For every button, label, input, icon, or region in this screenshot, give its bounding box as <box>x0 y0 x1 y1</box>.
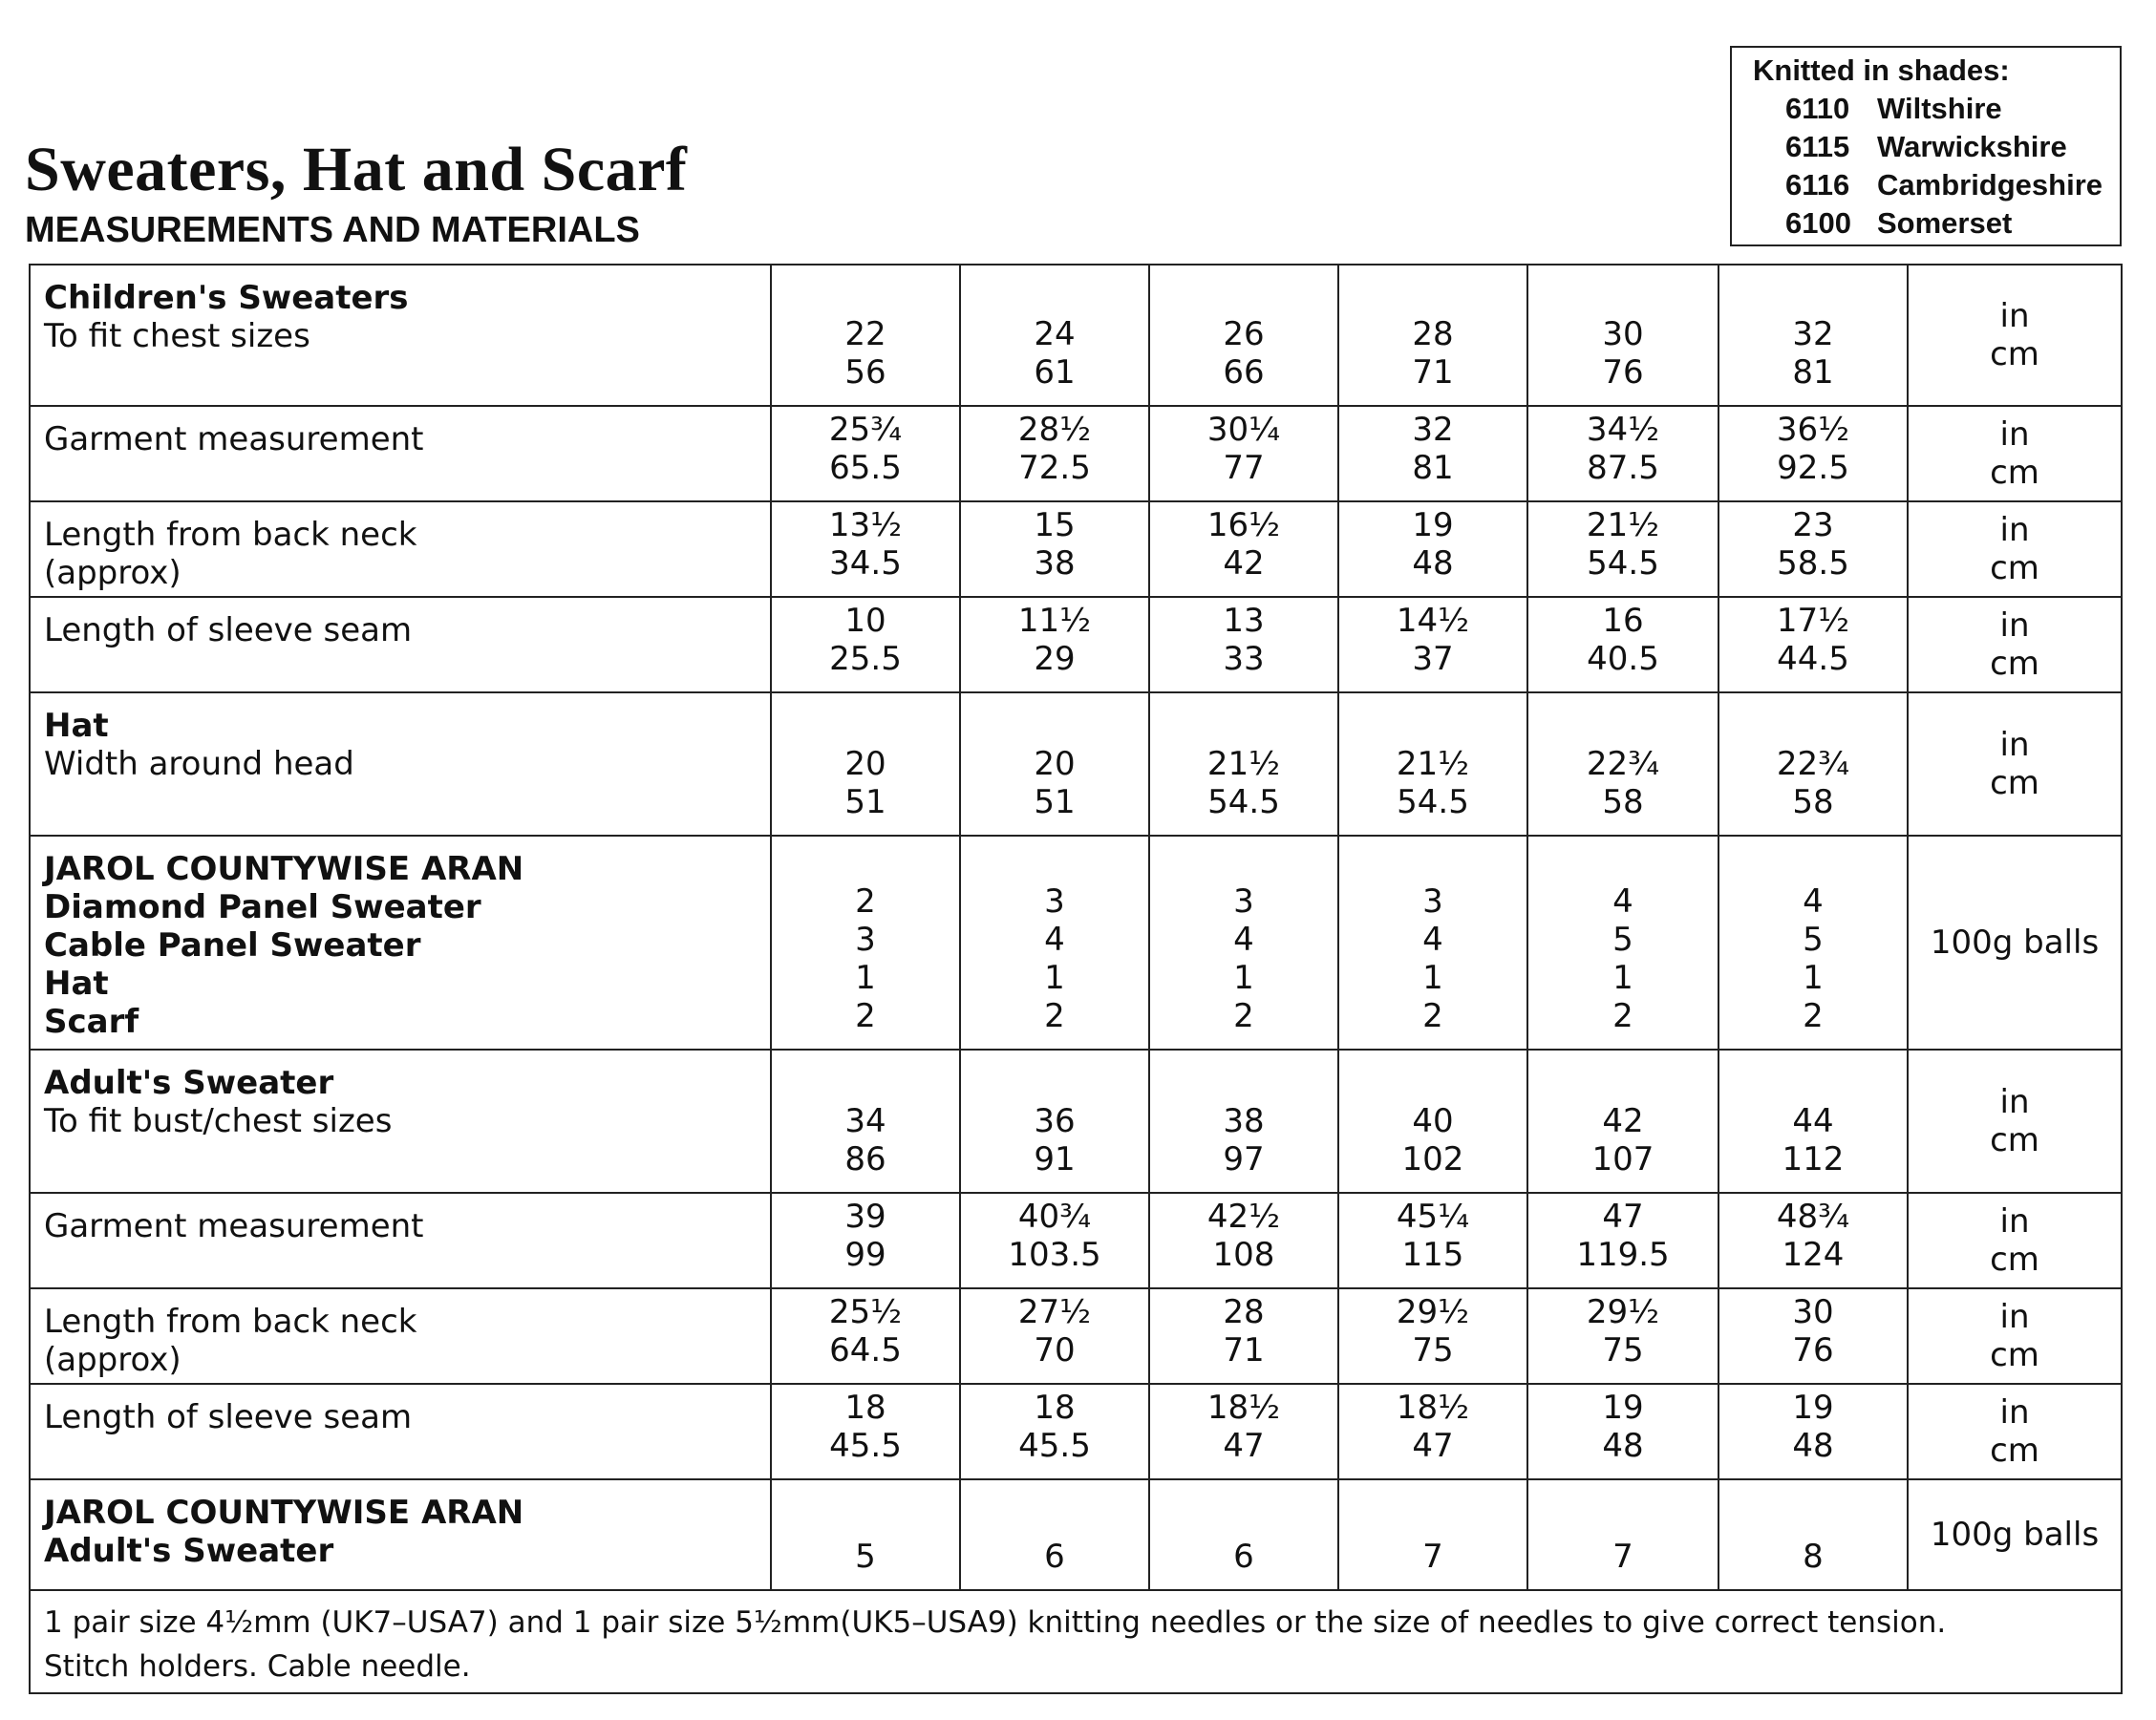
ball-count: 5 <box>1803 921 1824 959</box>
ball-count: 4 <box>1044 921 1065 959</box>
value-cm: 48 <box>1412 544 1454 583</box>
value-cm: 29 <box>1034 640 1076 678</box>
unit-cell <box>1908 1050 2122 1193</box>
row-label: Length from back neck <box>44 1303 417 1341</box>
size-cell <box>1149 265 1338 406</box>
value-cm: 44.5 <box>1777 640 1849 678</box>
table-row-children-chest <box>30 265 2122 406</box>
unit-cm: cm <box>1990 549 2039 587</box>
unit-inches: in <box>1999 726 2030 764</box>
value-inches: 19 <box>1602 1389 1644 1427</box>
value-inches: 10 <box>844 602 886 640</box>
value-cm: 48 <box>1602 1427 1644 1465</box>
unit-cell <box>1908 1193 2122 1288</box>
size-cell <box>771 597 960 692</box>
unit-inches: in <box>1999 415 2030 454</box>
size-cell <box>1718 265 1908 406</box>
size-cell <box>771 692 960 836</box>
size-cell <box>1718 1193 1908 1288</box>
value-inches: 19 <box>1792 1389 1834 1427</box>
value-cm: 42 <box>1223 544 1265 583</box>
ball-count: 4 <box>1803 882 1824 921</box>
size-cell <box>1527 1288 1718 1384</box>
value-inches: 25½ <box>828 1293 903 1331</box>
value-inches: 39 <box>844 1198 886 1236</box>
ball-count: 1 <box>1044 959 1065 997</box>
value-cm: 75 <box>1602 1331 1644 1370</box>
ball-count: 1 <box>1612 959 1633 997</box>
value-inches: 16 <box>1602 602 1644 640</box>
size-cell <box>1149 1193 1338 1288</box>
size-cell <box>771 1193 960 1288</box>
value-inches: 36 <box>1034 1102 1076 1140</box>
size-cell <box>1149 1384 1338 1479</box>
ball-count: 5 <box>1612 921 1633 959</box>
row-label: Length of sleeve seam <box>44 611 413 649</box>
row-label: Garment measurement <box>44 420 424 458</box>
value-inches: 30 <box>1602 315 1644 353</box>
size-cell <box>1338 1288 1527 1384</box>
value-cm: 70 <box>1034 1331 1076 1370</box>
row-heading: JAROL COUNTYWISE ARAN <box>44 850 524 888</box>
value-cm: 86 <box>844 1140 886 1179</box>
table-row-adult-length <box>30 1288 2122 1384</box>
unit-cell <box>1908 597 2122 692</box>
value-inches: 28½ <box>1017 411 1092 449</box>
value-inches: 22 <box>844 315 886 353</box>
unit-cm: cm <box>1990 764 2039 802</box>
size-cell <box>771 406 960 501</box>
unit-cell <box>1908 501 2122 597</box>
value-inches: 48¾ <box>1776 1198 1850 1236</box>
value-cm: 64.5 <box>829 1331 902 1370</box>
size-cell <box>1527 1193 1718 1288</box>
value-inches: 21½ <box>1206 745 1281 783</box>
row-label: To fit chest sizes <box>44 317 310 355</box>
value-cm: 77 <box>1223 449 1265 487</box>
table-row-children-sleeve <box>30 597 2122 692</box>
ball-count: 2 <box>1803 997 1824 1035</box>
value-cm: 76 <box>1792 1331 1834 1370</box>
table-row-yarn-adult <box>30 1479 2122 1590</box>
size-cell <box>1527 597 1718 692</box>
value-inches: 19 <box>1412 506 1454 544</box>
size-cell <box>1527 1479 1718 1590</box>
size-cell <box>1527 1050 1718 1193</box>
size-cell <box>1149 501 1338 597</box>
size-cell <box>1338 406 1527 501</box>
value-inches: 45¼ <box>1396 1198 1470 1236</box>
size-cell <box>1718 1288 1908 1384</box>
value-cm: 45.5 <box>829 1427 902 1465</box>
value-cm: 47 <box>1412 1427 1454 1465</box>
row-label: Width around head <box>44 745 354 783</box>
ball-count: 2 <box>855 997 876 1035</box>
ball-count: 2 <box>1612 997 1633 1035</box>
ball-count: 2 <box>1422 997 1443 1035</box>
size-cell <box>1527 1384 1718 1479</box>
unit-cm: cm <box>1990 1336 2039 1374</box>
value-cm: 124 <box>1782 1236 1845 1274</box>
unit-cm: cm <box>1990 1432 2039 1470</box>
value-inches: 17½ <box>1776 602 1850 640</box>
value-cm: 54.5 <box>1397 783 1469 821</box>
value-inches: 20 <box>844 745 886 783</box>
unit-inches: in <box>1999 606 2030 645</box>
value-cm: 38 <box>1034 544 1076 583</box>
unit-cell <box>1908 836 2122 1050</box>
size-cell <box>1338 1479 1527 1590</box>
yarn-item-label: Cable Panel Sweater <box>44 926 421 965</box>
ball-count: 8 <box>1803 1538 1824 1576</box>
value-inches: 42 <box>1602 1102 1644 1140</box>
ball-count: 2 <box>1044 997 1065 1035</box>
unit-cell <box>1908 1479 2122 1590</box>
row-label: Length of sleeve seam <box>44 1398 413 1436</box>
size-cell <box>1527 265 1718 406</box>
value-cm: 75 <box>1412 1331 1454 1370</box>
size-cell <box>1149 1050 1338 1193</box>
table-row-children-length <box>30 501 2122 597</box>
unit-inches: in <box>1999 297 2030 335</box>
accessories-note: Stitch holders. Cable needle. <box>44 1649 471 1684</box>
row-label-cell <box>30 836 771 1050</box>
size-cell <box>771 1479 960 1590</box>
unit-cm: cm <box>1990 335 2039 373</box>
size-cell <box>1338 1384 1527 1479</box>
value-cm: 81 <box>1792 353 1834 392</box>
value-cm: 92.5 <box>1777 449 1849 487</box>
unit-balls: 100g balls <box>1930 1516 2100 1554</box>
unit-inches: in <box>1999 1083 2030 1121</box>
value-inches: 24 <box>1034 315 1076 353</box>
value-cm: 37 <box>1412 640 1454 678</box>
row-label-note: (approx) <box>44 554 181 592</box>
size-cell <box>1718 692 1908 836</box>
value-inches: 22¾ <box>1776 745 1850 783</box>
size-cell <box>1149 692 1338 836</box>
size-cell <box>1338 1050 1527 1193</box>
value-inches: 47 <box>1602 1198 1644 1236</box>
value-inches: 36½ <box>1776 411 1850 449</box>
value-inches: 32 <box>1412 411 1454 449</box>
size-cell <box>1149 597 1338 692</box>
table-row-footer <box>30 1590 2122 1693</box>
table-row-yarn-children <box>30 836 2122 1050</box>
row-label-cell <box>30 597 771 692</box>
value-inches: 18½ <box>1396 1389 1470 1427</box>
value-cm: 54.5 <box>1207 783 1280 821</box>
value-inches: 18 <box>844 1389 886 1427</box>
value-cm: 99 <box>844 1236 886 1274</box>
ball-count: 3 <box>1233 882 1254 921</box>
value-cm: 103.5 <box>1008 1236 1101 1274</box>
unit-cell <box>1908 265 2122 406</box>
ball-count: 4 <box>1422 921 1443 959</box>
value-inches: 13 <box>1223 602 1265 640</box>
unit-balls: 100g balls <box>1930 924 2100 962</box>
value-cm: 58.5 <box>1777 544 1849 583</box>
size-cell <box>1527 406 1718 501</box>
size-cell <box>1718 597 1908 692</box>
value-cm: 91 <box>1034 1140 1076 1179</box>
value-inches: 28 <box>1412 315 1454 353</box>
value-inches: 21½ <box>1586 506 1660 544</box>
size-cell <box>1718 1050 1908 1193</box>
size-cell <box>960 597 1149 692</box>
value-cm: 119.5 <box>1576 1236 1670 1274</box>
ball-count: 7 <box>1612 1538 1633 1576</box>
ball-count: 6 <box>1044 1538 1065 1576</box>
size-cell <box>1338 692 1527 836</box>
value-inches: 15 <box>1034 506 1076 544</box>
value-cm: 71 <box>1223 1331 1265 1370</box>
value-inches: 29½ <box>1396 1293 1470 1331</box>
value-inches: 30 <box>1792 1293 1834 1331</box>
value-cm: 108 <box>1212 1236 1275 1274</box>
size-cell <box>1527 836 1718 1050</box>
value-inches: 20 <box>1034 745 1076 783</box>
value-cm: 47 <box>1223 1427 1265 1465</box>
unit-inches: in <box>1999 1393 2030 1432</box>
value-cm: 97 <box>1223 1140 1265 1179</box>
value-inches: 16½ <box>1206 506 1281 544</box>
ball-count: 3 <box>1422 882 1443 921</box>
row-label: Length from back neck <box>44 516 417 554</box>
ball-count: 3 <box>1044 882 1065 921</box>
table-row-adult-chest <box>30 1050 2122 1193</box>
row-label-cell <box>30 1288 771 1384</box>
value-inches: 40 <box>1412 1102 1454 1140</box>
table-row-adult-sleeve <box>30 1384 2122 1479</box>
unit-cell <box>1908 1288 2122 1384</box>
value-inches: 22¾ <box>1586 745 1660 783</box>
shade-code: 6116 <box>1785 168 1850 202</box>
ball-count: 1 <box>1803 959 1824 997</box>
value-cm: 25.5 <box>829 640 902 678</box>
row-label-cell <box>30 1193 771 1288</box>
size-cell <box>1338 597 1527 692</box>
value-inches: 23 <box>1792 506 1834 544</box>
size-cell <box>960 836 1149 1050</box>
value-inches: 25¾ <box>828 411 903 449</box>
row-heading: JAROL COUNTYWISE ARAN <box>44 1494 524 1532</box>
unit-cell <box>1908 406 2122 501</box>
ball-count: 6 <box>1233 1538 1254 1576</box>
value-inches: 32 <box>1792 315 1834 353</box>
unit-cell <box>1908 692 2122 836</box>
size-cell <box>960 406 1149 501</box>
size-cell <box>1718 836 1908 1050</box>
row-label-cell <box>30 406 771 501</box>
table-row-hat-width <box>30 692 2122 836</box>
value-cm: 115 <box>1401 1236 1464 1274</box>
value-cm: 48 <box>1792 1427 1834 1465</box>
ball-count: 2 <box>1233 997 1254 1035</box>
yarn-item-label: Diamond Panel Sweater <box>44 888 481 926</box>
size-cell <box>1149 1288 1338 1384</box>
materials-note <box>30 1590 2122 1693</box>
size-cell <box>1338 1193 1527 1288</box>
value-inches: 29½ <box>1586 1293 1660 1331</box>
value-inches: 28 <box>1223 1293 1265 1331</box>
value-cm: 65.5 <box>829 449 902 487</box>
ball-count: 4 <box>1233 921 1254 959</box>
value-inches: 34½ <box>1586 411 1660 449</box>
table-row-adult-garment <box>30 1193 2122 1288</box>
size-cell <box>1149 1479 1338 1590</box>
row-label-cell <box>30 501 771 597</box>
value-inches: 11½ <box>1017 602 1092 640</box>
size-cell <box>960 265 1149 406</box>
size-cell <box>1338 836 1527 1050</box>
row-label: To fit bust/chest sizes <box>44 1102 393 1140</box>
size-cell <box>1338 265 1527 406</box>
row-heading: Adult's Sweater <box>44 1064 334 1102</box>
value-cm: 56 <box>844 353 886 392</box>
size-cell <box>1718 406 1908 501</box>
ball-count: 5 <box>855 1538 876 1576</box>
size-cell <box>1338 501 1527 597</box>
size-cell <box>960 692 1149 836</box>
size-cell <box>771 1288 960 1384</box>
value-cm: 71 <box>1412 353 1454 392</box>
shade-item <box>1753 166 2120 204</box>
unit-inches: in <box>1999 1298 2030 1336</box>
size-cell <box>1527 692 1718 836</box>
yarn-item-label: Hat <box>44 965 109 1003</box>
size-cell <box>960 1384 1149 1479</box>
unit-cm: cm <box>1990 645 2039 683</box>
value-cm: 107 <box>1591 1140 1654 1179</box>
shades-box <box>1730 46 2122 246</box>
value-cm: 87.5 <box>1587 449 1659 487</box>
value-cm: 45.5 <box>1018 1427 1091 1465</box>
value-cm: 72.5 <box>1018 449 1091 487</box>
size-cell <box>1527 501 1718 597</box>
row-label-cell <box>30 692 771 836</box>
value-cm: 54.5 <box>1587 544 1659 583</box>
unit-cm: cm <box>1990 1241 2039 1279</box>
page-title: Sweaters, Hat and Scarf <box>25 135 688 204</box>
shade-name: Wiltshire <box>1877 92 2002 125</box>
row-label-cell <box>30 265 771 406</box>
size-cell <box>1718 501 1908 597</box>
value-cm: 34.5 <box>829 544 902 583</box>
size-cell <box>1149 406 1338 501</box>
size-cell <box>960 501 1149 597</box>
row-label: Garment measurement <box>44 1207 424 1245</box>
shades-heading: Knitted in shades: <box>1753 53 2010 87</box>
shade-item <box>1753 204 2120 243</box>
size-cell <box>771 836 960 1050</box>
value-cm: 76 <box>1602 353 1644 392</box>
shade-name: Warwickshire <box>1877 130 2067 163</box>
unit-inches: in <box>1999 1202 2030 1241</box>
shade-item <box>1753 90 2120 128</box>
value-cm: 58 <box>1792 783 1834 821</box>
value-cm: 51 <box>844 783 886 821</box>
shade-code: 6110 <box>1785 92 1850 125</box>
size-cell <box>960 1288 1149 1384</box>
value-inches: 18 <box>1034 1389 1076 1427</box>
value-inches: 14½ <box>1396 602 1470 640</box>
value-cm: 112 <box>1782 1140 1845 1179</box>
size-cell <box>960 1479 1149 1590</box>
row-heading: Hat <box>44 707 109 745</box>
row-label-note: (approx) <box>44 1341 181 1379</box>
ball-count: 1 <box>1422 959 1443 997</box>
size-cell <box>771 1050 960 1193</box>
row-label-cell <box>30 1050 771 1193</box>
value-inches: 40¾ <box>1017 1198 1092 1236</box>
unit-cell <box>1908 1384 2122 1479</box>
ball-count: 7 <box>1422 1538 1443 1576</box>
value-inches: 42½ <box>1206 1198 1281 1236</box>
value-cm: 66 <box>1223 353 1265 392</box>
shade-item <box>1753 128 2120 166</box>
size-cell <box>1149 836 1338 1050</box>
row-label: Adult's Sweater <box>44 1532 334 1570</box>
ball-count: 4 <box>1612 882 1633 921</box>
size-cell <box>1718 1384 1908 1479</box>
value-cm: 51 <box>1034 783 1076 821</box>
ball-count: 1 <box>1233 959 1254 997</box>
yarn-item-label: Scarf <box>44 1003 139 1041</box>
size-cell <box>960 1193 1149 1288</box>
size-cell <box>1718 1479 1908 1590</box>
row-label-cell <box>30 1384 771 1479</box>
value-inches: 18½ <box>1206 1389 1281 1427</box>
ball-count: 1 <box>855 959 876 997</box>
unit-inches: in <box>1999 511 2030 549</box>
value-cm: 61 <box>1034 353 1076 392</box>
value-cm: 40.5 <box>1587 640 1659 678</box>
value-inches: 44 <box>1792 1102 1834 1140</box>
page-subtitle: MEASUREMENTS AND MATERIALS <box>25 210 640 250</box>
value-inches: 13½ <box>828 506 903 544</box>
shade-name: Somerset <box>1877 206 2013 240</box>
shade-name: Cambridgeshire <box>1877 168 2103 202</box>
value-cm: 58 <box>1602 783 1644 821</box>
size-cell <box>771 1384 960 1479</box>
shade-code: 6115 <box>1785 130 1850 163</box>
value-cm: 102 <box>1401 1140 1464 1179</box>
value-cm: 33 <box>1223 640 1265 678</box>
size-cell <box>771 501 960 597</box>
table-row-children-garment <box>30 406 2122 501</box>
value-inches: 38 <box>1223 1102 1265 1140</box>
value-inches: 26 <box>1223 315 1265 353</box>
value-inches: 34 <box>844 1102 886 1140</box>
unit-cm: cm <box>1990 1121 2039 1159</box>
row-label-cell <box>30 1479 771 1590</box>
value-inches: 30¼ <box>1206 411 1281 449</box>
size-cell <box>771 265 960 406</box>
unit-cm: cm <box>1990 454 2039 492</box>
measurements-table <box>29 264 2123 1694</box>
shade-code: 6100 <box>1785 206 1851 240</box>
needles-note: 1 pair size 4½mm (UK7–USA7) and 1 pair size 5½mm(UK5–USA9) knitting needles or the size of needles to give correct tension. <box>44 1605 1947 1640</box>
size-cell <box>960 1050 1149 1193</box>
ball-count: 2 <box>855 882 876 921</box>
ball-count: 3 <box>855 921 876 959</box>
value-inches: 27½ <box>1017 1293 1092 1331</box>
value-inches: 21½ <box>1396 745 1470 783</box>
value-cm: 81 <box>1412 449 1454 487</box>
row-heading: Children's Sweaters <box>44 279 409 317</box>
